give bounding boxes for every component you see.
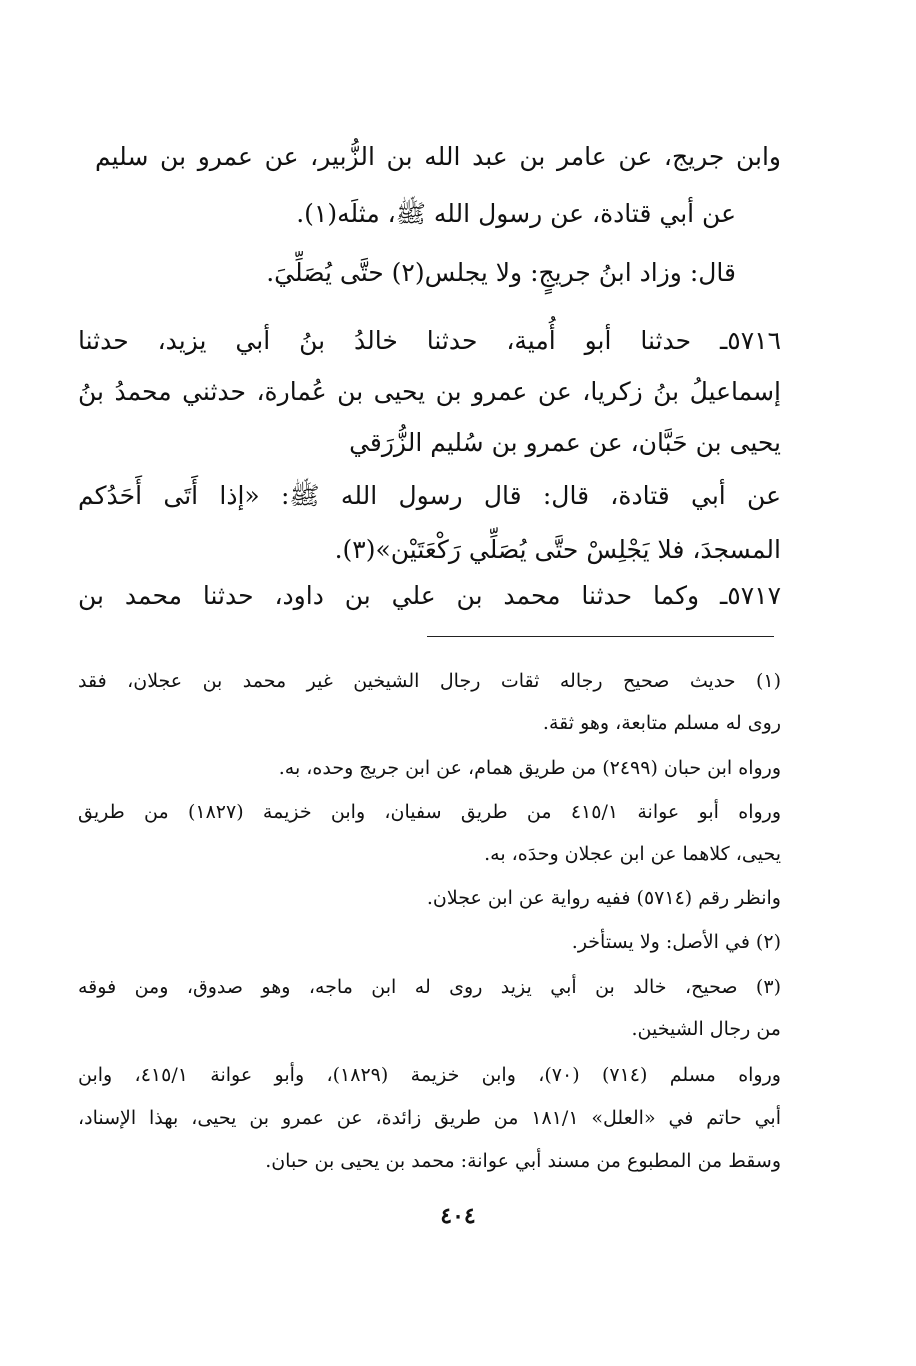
text-line: يحيى بن حَبَّان، عن عمرو بن سُليم الزُّرَقي	[349, 428, 781, 457]
footnote-1-continued-a	[155, 748, 781, 788]
footnote-line: أبي حاتم في «العلل» ١٨١/١ من طريق زائدة، عن عمرو بن يحيى، بهذا الإسناد،	[78, 1107, 781, 1129]
footnote-line: (٣) صحيح، خالد بن أبي يزيد روى له ابن ماجه، وهو صدوق، ومن فوقه	[78, 976, 781, 998]
footnote-line: (١) حديث صحيح رجاله ثقات رجال الشيخين غير محمد بن عجلان، فقد	[78, 670, 781, 692]
text-line: المسجدَ، فلا يَجْلِسْ حتَّى يُصَلِّي رَكْعَتَيْن»(٣).	[334, 535, 781, 564]
page-number: ٤٠٤	[440, 1203, 476, 1229]
text-line: وابن جريج، عن عامر بن عبد الله بن الزُّبير، عن عمرو بن سليم	[95, 142, 781, 171]
footnote-line: ورواه ابن حبان (٢٤٩٩) من طريق همام، عن ابن جريج وحده، به.	[278, 757, 781, 779]
text-line: عن أبي قتادة، قال: قال رسول الله ﷺ: «إذا أَتَى أَحَدُكم	[78, 481, 781, 510]
main-paragraph-2	[200, 251, 736, 295]
footnote-line: يحيى، كلاهما عن ابن عجلان وحدَه، به.	[484, 843, 781, 865]
footnote-1-continued-c	[78, 878, 781, 918]
footnote-separator	[427, 636, 774, 637]
text-line: ٥٧١٧ـ وكما حدثنا محمد بن علي بن داود، حدثنا محمد بن	[78, 581, 781, 610]
footnote-1	[78, 660, 781, 744]
footnote-2	[78, 922, 781, 962]
footnote-line: وانظر رقم (٥٧١٤) ففيه رواية عن ابن عجلان.	[426, 887, 781, 909]
footnote-1-continued-b	[78, 791, 781, 875]
footnote-line: ورواه مسلم (٧١٤) (٧٠)، وابن خزيمة (١٨٢٩)، وأبو عوانة ٤١٥/١، وابن	[78, 1064, 781, 1086]
text-line: ٥٧١٦ـ حدثنا أبو أُمية، حدثنا خالدُ بنُ أبي يزيد، حدثنا	[78, 326, 781, 355]
main-paragraph-1	[95, 128, 781, 242]
text-line: إسماعيلُ بنُ زكريا، عن عمرو بن يحيى بن عُمارة، حدثني محمدُ بنُ	[78, 377, 781, 406]
footnote-3	[78, 966, 781, 1050]
hadith-5717	[78, 572, 781, 620]
footnote-line: (٢) في الأصل: ولا يستأخر.	[571, 931, 781, 953]
text-line: عن أبي قتادة، عن رسول الله ﷺ، مثلَه(١).	[296, 199, 736, 228]
hadith-5716-matn	[78, 469, 781, 577]
footnote-line: من رجال الشيخين.	[631, 1018, 781, 1040]
footnote-line: وسقط من المطبوع من مسند أبي عوانة: محمد بن يحيى بن حبان.	[265, 1150, 781, 1172]
footnote-3-continued	[78, 1054, 781, 1183]
footnote-line: ورواه أبو عوانة ٤١٥/١ من طريق سفيان، وابن خزيمة (١٨٢٧) من طريق	[78, 801, 781, 823]
hadith-5716	[78, 315, 781, 468]
text-line: قال: وزاد ابنُ جريجٍ: ولا يجلس(٢) حتَّى يُصَلِّيَ.	[266, 258, 736, 287]
footnote-line: روى له مسلم متابعة، وهو ثقة.	[542, 712, 781, 734]
